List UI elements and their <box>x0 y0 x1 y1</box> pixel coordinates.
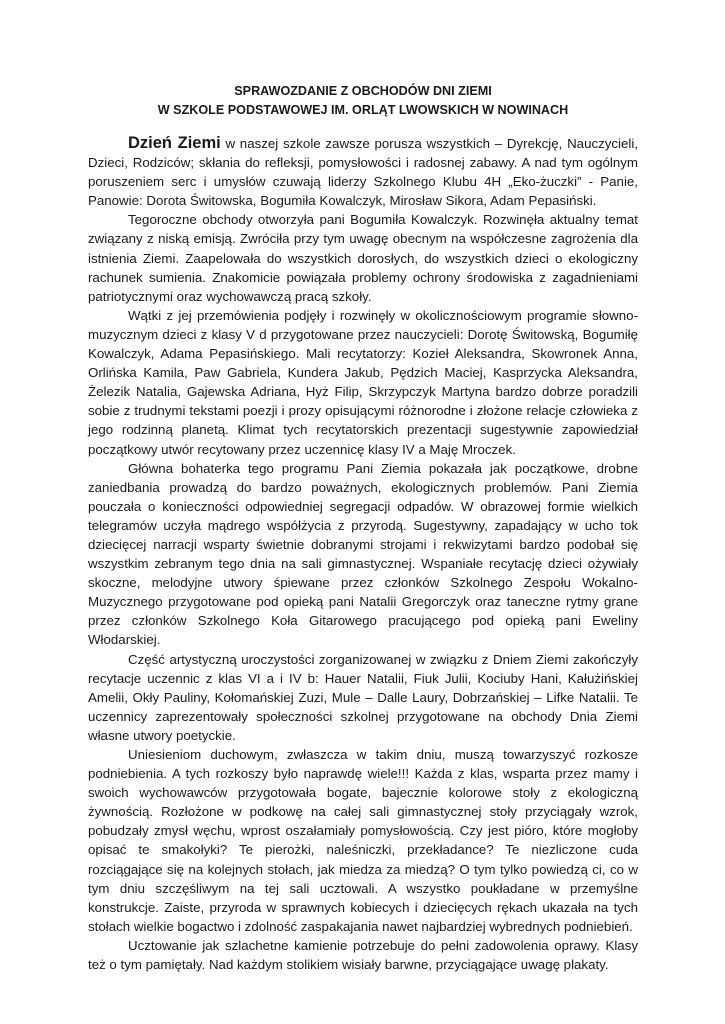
body-paragraph-5: Uniesieniom duchowym, zwłaszcza w takim dniu, muszą towarzyszyć rozkosze podniebienia. A tych rozkoszy było naprawdę wiele!!! Każda z klas, wsparta przez mamy i swoich wychowawców przygotowała bogate, bajecznie kolorowe stoły z ekologiczną żywnością. Rozłożone w podkowę na całej sali gimnastycznej stoły przyciągały wzrok, pobudzały zmysł węchu, wprost oszałamiały pomysłowością. Czy jest pióro, które mogłoby opisać te smakołyki? Te pierożki, naleśniczki, przekładance? Te niezliczone cuda rozciągające się na kolejnych stołach, jak miedza za miedzą? O tym tylko powiedzą ci, co w tym dniu szczęśliwym na tej sali ucztowali. A wszystko poukładane w przemyślne konstrukcje. Zaiste, przyroda w sprawnych kobiecych i dziecięcych rękach ukazała na tych stołach wielkie bogactwo i zdolność zaspakajania nawet najbardziej wybrednych podniebień. <box>88 747 638 934</box>
intro-text: w naszej szkole zawsze porusza wszystkich – Dyrekcję, Nauczycieli, Dzieci, Rodziców; skłania do refleksji, pomysłowości i radosnej zabawy. A nad tym ogólnym poruszeniem serc i umysłów czuwają liderzy Szkolnego Klubu 4H „Eko-żuczki” - Panie, Panowie: Dorota Świtowska, Bogumiła Kowalczyk, Mirosław Sikora, Adam Pepasiński. <box>88 136 639 209</box>
title-line-2: W SZKOLE PODSTAWOWEJ IM. ORLĄT LWOWSKICH W NOWINACH <box>157 103 569 117</box>
lead-phrase: Dzień Ziemi <box>128 134 221 152</box>
title-line-1: SPRAWOZDANIE Z OBCHODÓW DNI ZIEMI <box>234 84 492 98</box>
intro-paragraph <box>88 134 638 210</box>
body-paragraph-6: Ucztowanie jak szlachetne kamienie potrzebuje do pełni zadowolenia oprawy. Klasy też o tym pamiętały. Nad każdym stolikiem wisiały barwne, przyciągające uwagę plakaty. <box>88 937 638 973</box>
body-paragraph-1: Tegoroczne obchody otworzyła pani Bogumiła Kowalczyk. Rozwinęła aktualny temat związany z niską emisją. Zwróciła przy tym uwagę obecnym na współczesne zagrożenia dla istnienia Ziemi. Zaapelowała do wszystkich dorosłych, do wszystkich dzieci o ekologiczny rachunek sumienia. Znakomicie powiązała problemy ochrony środowiska z zagadnieniami patriotycznymi oraz wychowawczą pracą szkoły. <box>88 212 638 304</box>
body-paragraph-4: Część artystyczną uroczystości zorganizowanej w związku z Dniem Ziemi zakończyły recytacje uczennic z klas VI a i IV b: Hauer Natalii, Fiuk Julii, Kociuby Hani, Kałużińskiej Amelii, Okły Pauliny, Kołomańskiej Zuzi, Mule – Dalle Laury, Dobrzańskiej – Lifke Natalii. Te uczennicy zaprezentowały społeczności szkolnej przygotowane na obchody Dnia Ziemi własne utwory poetyckie. <box>88 651 638 743</box>
document-page <box>88 82 638 974</box>
body-paragraph-2: Wątki z jej przemówienia podjęły i rozwinęły w okolicznościowym programie słowno-muzycznym dzieci z klasy V d przygotowane przez nauczycieli: Dorotę Świtowską, Bogumiłę Kowalczyk, Adama Pepasińskiego. Mali recytatorzy: Kozieł Aleksandra, Skowronek Anna, Orlińska Kamila, Paw Gabriela, Kundera Jakub, Pędzich Maciej, Kasprzycka Aleksandra, Żelezik Natalia, Gajewska Adriana, Hyż Filip, Skrzypczyk Martyna bardzo dobrze poradzili sobie z trudnymi tekstami poezji i prozy opisującymi różnorodne i złożone relacje człowieka z jego rodzinną planetą. Klimat tych recytatorskich prezentacji sugestywnie zapowiedział początkowy utwór recytowany przez uczennicę klasy IV a Maję Mroczek. <box>88 307 638 457</box>
body-paragraph-3: Główna bohaterka tego programu Pani Ziemia pokazała jak początkowe, drobne zaniedbania prowadzą do bardzo poważnych, ekologicznych problemów. Pani Ziemia pouczała o konieczności odpowiedniej segregacji odpadów. W obrazowej formie wielkich telegramów uczyła mądrego współżycia z przyrodą. Sugestywny, zapadający w ucho tok dziecięcej narracji wsparty świetnie dobranymi strojami i rekwizytami bardzo podobał się wszystkim zebranym tego dnia na sali gimnastycznej. Wspaniałe recytację dzieci ożywiały skoczne, melodyjne utwory śpiewane przez członków Szkolnego Zespołu Wokalno-Muzycznego przygotowane pod opieką pani Natalii Gregorczyk oraz taneczne rytmy grane przez członków Szkolnego Koła Gitarowego pracującego pod opieką pani Eweliny Włodarskiej. <box>88 460 638 648</box>
document-title <box>88 82 638 120</box>
